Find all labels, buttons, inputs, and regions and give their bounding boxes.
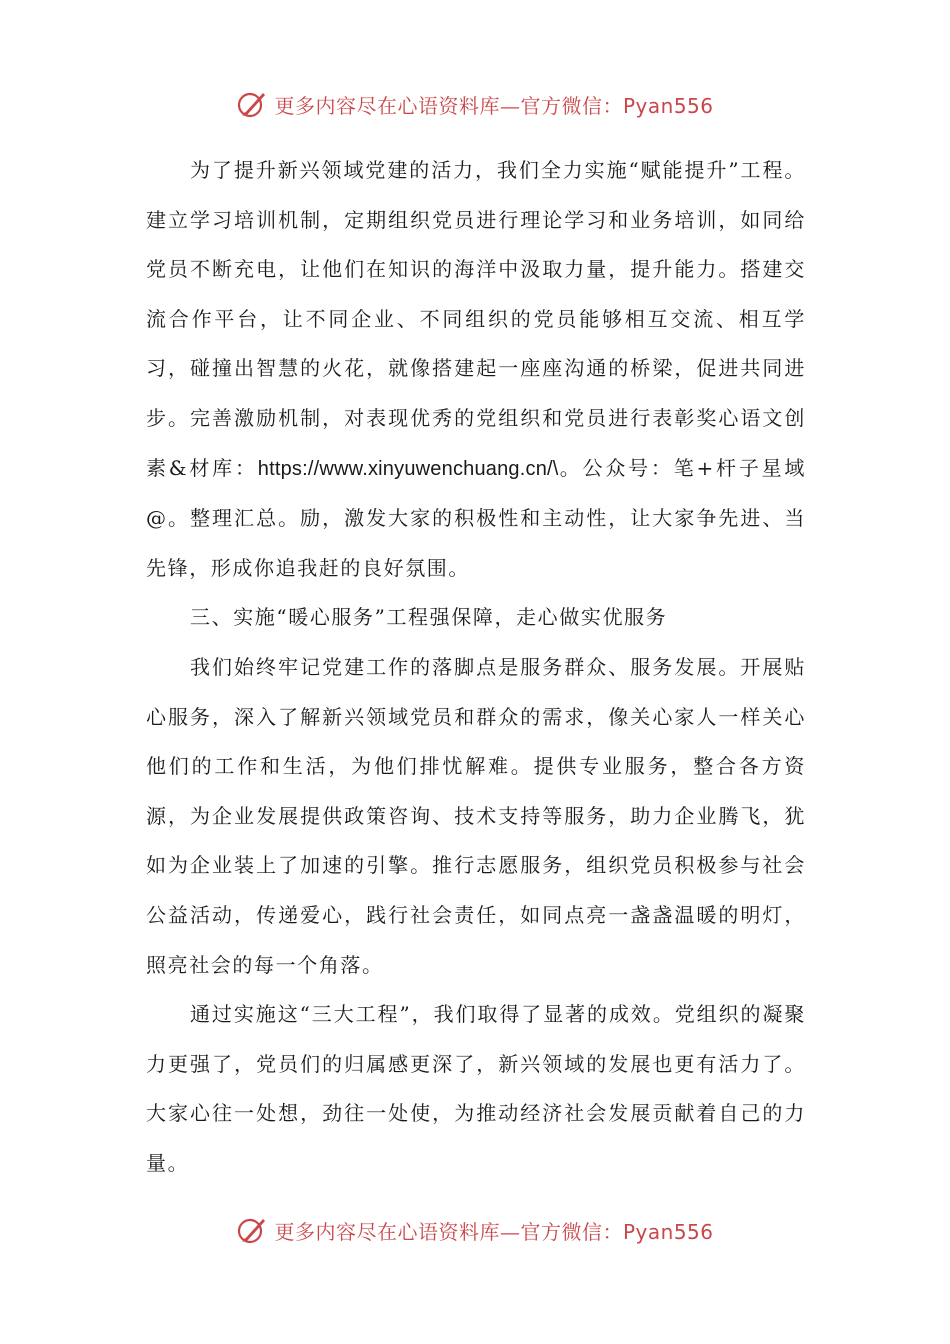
inline-ad-prefix: 心语文创素&材库： <box>146 405 806 480</box>
paragraph-empowerment-text: 为了提升新兴领域党建的活力，我们全力实施“赋能提升”工程。建立学习培训机制，定期组织党员进行理论学习和业务培训，如同给党员不断充电，让他们在知识的海洋中汲取力量，提升能力。搭建交流合作平台，让不同企业、不同组织的党员能够相互交流、相互学习，碰撞出智慧的火花，就像搭建起一座座沟通的桥梁，促进共同进步。完善激励机制，对表现优秀的党组织和党员进行表彰奖 <box>146 158 806 430</box>
footer-banner-text <box>274 1216 713 1245</box>
footer-wechat-id: Pyan556 <box>622 1219 714 1244</box>
inline-ad-suffix: 。公众号：笔+杆子星域@。整理汇总。 <box>146 455 806 531</box>
footer-banner <box>0 1210 950 1250</box>
document-body <box>146 146 806 1188</box>
paragraph-conclusion: 通过实施这“三大工程”，我们取得了显著的成效。党组织的凝聚力更强了，党员们的归属感更深了，新兴领域的发展也更有活力了。大家心往一处想，劲往一处使，为推动经济社会发展贡献着自己的力量。 <box>146 1002 806 1175</box>
paragraph-empowerment-continuation: 励，激发大家的积极性和主动性，让大家争先进、当先锋，形成你追我赶的良好氛围。 <box>146 506 806 580</box>
header-banner-text <box>274 90 713 119</box>
quill-pen-logo-icon <box>236 1214 268 1246</box>
footer-banner-label: 更多内容尽在心语资料库—官方微信： <box>274 1219 623 1244</box>
header-wechat-id: Pyan556 <box>622 93 714 118</box>
paragraph-service: 我们始终牢记党建工作的落脚点是服务群众、服务发展。开展贴心服务，深入了解新兴领域党员和群众的需求，像关心家人一样关心他们的工作和生活，为他们排忧解难。提供专业服务，整合各方资源，为企业发展提供政策咨询、技术支持等服务，助力企业腾飞，犹如为企业装上了加速的引擎。推行志愿服务，组织党员积极参与社会公益活动，传递爱心，践行社会责任，如同点亮一盏盏温暖的明灯，照亮社会的每一个角落。 <box>146 654 806 977</box>
header-banner <box>0 84 950 124</box>
inline-ad-url: https://www.xinyuwenchuang.cn/\ <box>257 457 559 480</box>
header-banner-label: 更多内容尽在心语资料库—官方微信： <box>274 93 623 118</box>
paragraph-empowerment <box>146 146 806 593</box>
section-heading: 三、实施“暖心服务”工程强保障，走心做实优服务 <box>190 605 668 630</box>
quill-pen-logo-icon <box>236 88 268 120</box>
